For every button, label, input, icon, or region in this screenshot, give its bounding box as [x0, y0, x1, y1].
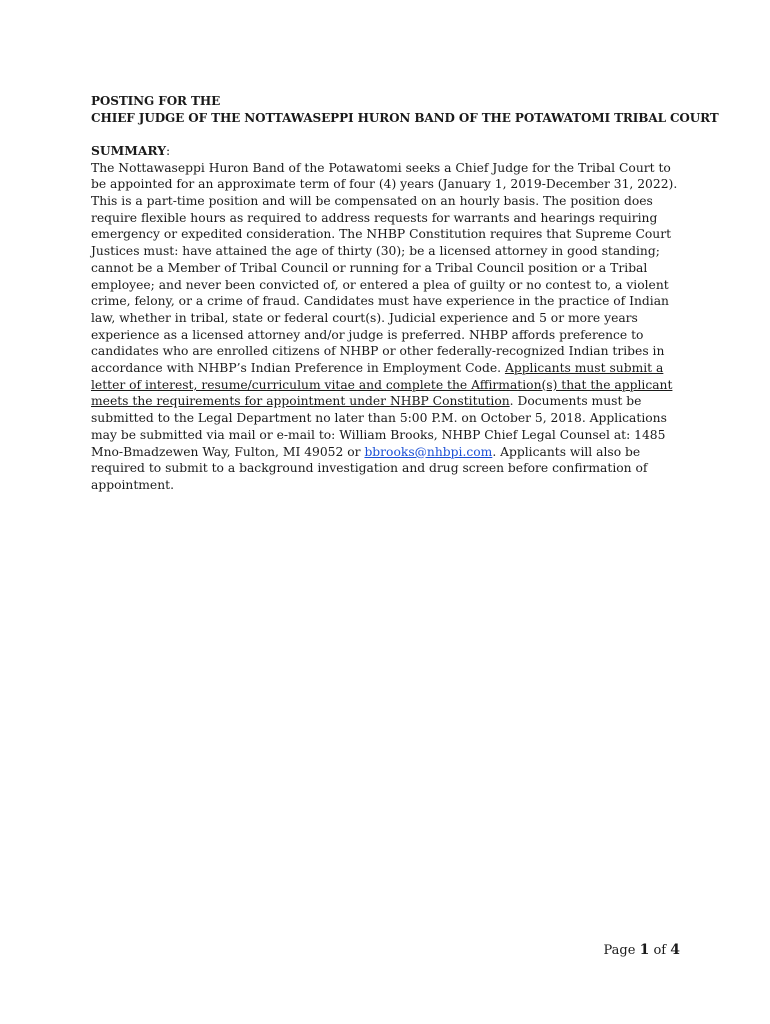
page-word: Page [603, 943, 636, 958]
page-total-number: 4 [670, 942, 680, 958]
document-content [91, 93, 719, 494]
of-word: of [653, 943, 667, 958]
application-requirements-text: Applicants must submit a letter of interest, resume/curriculum vitae and complete the Affirmation(s) that the applicant meets the requirements for appointment under NHBP Constitution [91, 361, 673, 409]
summary-heading [91, 143, 681, 160]
summary-label: SUMMARY [91, 142, 166, 158]
page-current-number: 1 [639, 942, 650, 958]
summary-intro-text: The Nottawaseppi Huron Band of the Potawatomi seeks a Chief Judge for the Tribal Court to be appointed for an approximate term of four (4) years (January 1, 2019-December 31, 2022). This is a part-time position and will be compensated on an hourly basis. The position does require flexible hours as required to address requests for warrants and hearings requiring emergency or expedited consideration. The NHBP Constitution requires that Supreme Court Justices must: have attained the age of thirty (30); be a licensed attorney in good standing; cannot be a Member of Tribal Council or running for a Tribal Council position or a Tribal employee; and never been convicted of, or entered a plea of guilty or no contest to, a violent crime, felony, or a crime of fraud. Candidates must have experience in the practice of Indian law, whether in tribal, state or federal court(s). Judicial experience and 5 or more years experience as a licensed attorney and/or judge is preferred. NHBP affords preference to candidates who are enrolled citizens of NHBP or other federally-recognized Indian tribes in accordance with NHBP’s Indian Preference in Employment Code. [91, 160, 678, 376]
closing-text: . Applicants will also be required to submit to a background investigation and drug screen before confirmation of appointment. [91, 444, 648, 492]
summary-colon: : [166, 143, 171, 158]
spacer [91, 126, 681, 143]
page-number-footer [604, 942, 681, 958]
posting-heading: POSTING FOR THE [91, 94, 221, 108]
contact-email-link[interactable]: bbrooks@nhbpi.com [364, 444, 493, 459]
submission-details-text: . Documents must be submitted to the Legal Department no later than 5:00 P.M. on October 5, 2018. Applications may be submitted via mail or e-mail to: William Brooks, NHBP Chief Legal Counsel at: 1485 Mno-Bmadzewen Way, Fulton, MI 49052 or [91, 394, 667, 459]
position-title-heading: CHIEF JUDGE OF THE NOTTAWASEPPI HURON BAND OF THE POTAWATOMI TRIBAL COURT [91, 110, 719, 125]
summary-paragraph [91, 160, 681, 494]
